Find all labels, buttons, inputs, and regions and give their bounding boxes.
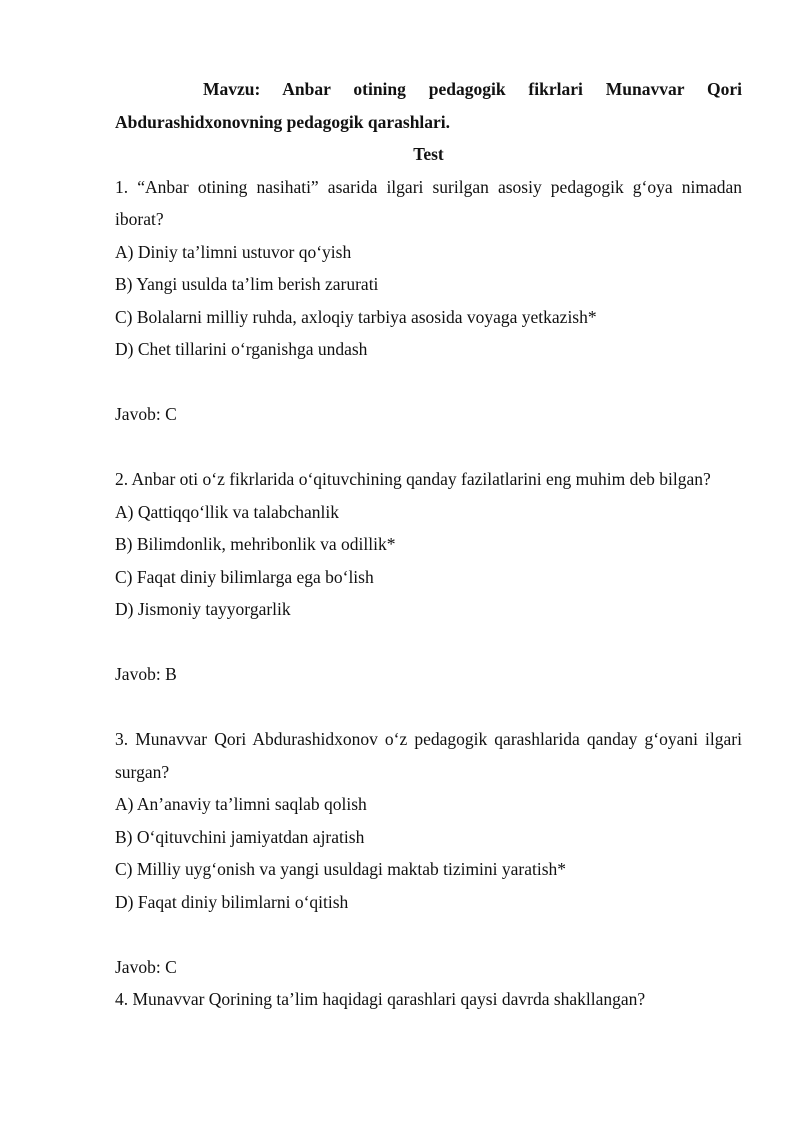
question-text: 3. Munavvar Qori Abdurashidxonov o‘z pedagogik qarashlarida qanday g‘oyani ilgari surgan?	[115, 729, 742, 782]
spacer	[115, 366, 742, 399]
document-title: Mavzu: Anbar otining pedagogik fikrlari Munavvar Qori Abdurashidxonovning pedagogik qarashlari.	[115, 79, 742, 132]
answer-option: A) Diniy ta’limni ustuvor qo‘yish	[115, 241, 352, 262]
answer-option: B) O‘qituvchini jamiyatdan ajratish	[115, 826, 365, 847]
spacer	[115, 918, 742, 951]
answer-option: C) Faqat diniy bilimlarga ega bo‘lish	[115, 566, 374, 587]
answer-option: C) Bolalarni milliy ruhda, axloqiy tarbiya asosida voyaga yetkazish*	[115, 306, 597, 327]
spacer	[115, 431, 742, 464]
answer-option: B) Bilimdonlik, mehribonlik va odillik*	[115, 534, 396, 554]
answer-option: D) Jismoniy tayyorgarlik	[115, 599, 291, 619]
answer-option: A) An’anaviy ta’limni saqlab qolish	[115, 794, 367, 814]
question-text: 2. Anbar oti o‘z fikrlarida o‘qituvchining qanday fazilatlarini eng muhim deb bilgan?	[115, 469, 711, 489]
answer-option: D) Chet tillarini o‘rganishga undash	[115, 339, 368, 359]
answer-option: A) Qattiqqo‘llik va talabchanlik	[115, 501, 340, 522]
question-block	[115, 983, 742, 1016]
section-heading: Test	[413, 144, 444, 164]
question-text: 4. Munavvar Qorining ta’lim haqidagi qarashlari qaysi davrda shakllangan?	[115, 989, 646, 1009]
answer-option: B) Yangi usulda ta’lim berish zarurati	[115, 274, 379, 294]
answer-key: Javob: B	[115, 664, 177, 684]
answer-key: Javob: C	[115, 956, 177, 977]
answer-option: C) Milliy uyg‘onish va yangi usuldagi maktab tizimini yaratish*	[115, 859, 567, 879]
question-block	[115, 723, 742, 983]
spacer	[115, 691, 742, 724]
question-block	[115, 171, 742, 464]
document-page	[115, 73, 742, 1016]
answer-key: Javob: C	[115, 404, 177, 424]
question-block	[115, 463, 742, 723]
answer-option: D) Faqat diniy bilimlarni o‘qitish	[115, 891, 349, 912]
spacer	[115, 626, 742, 659]
question-text: 1. “Anbar otining nasihati” asarida ilgari surilgan asosiy pedagogik g‘oya nimadan iborat?	[115, 176, 742, 229]
